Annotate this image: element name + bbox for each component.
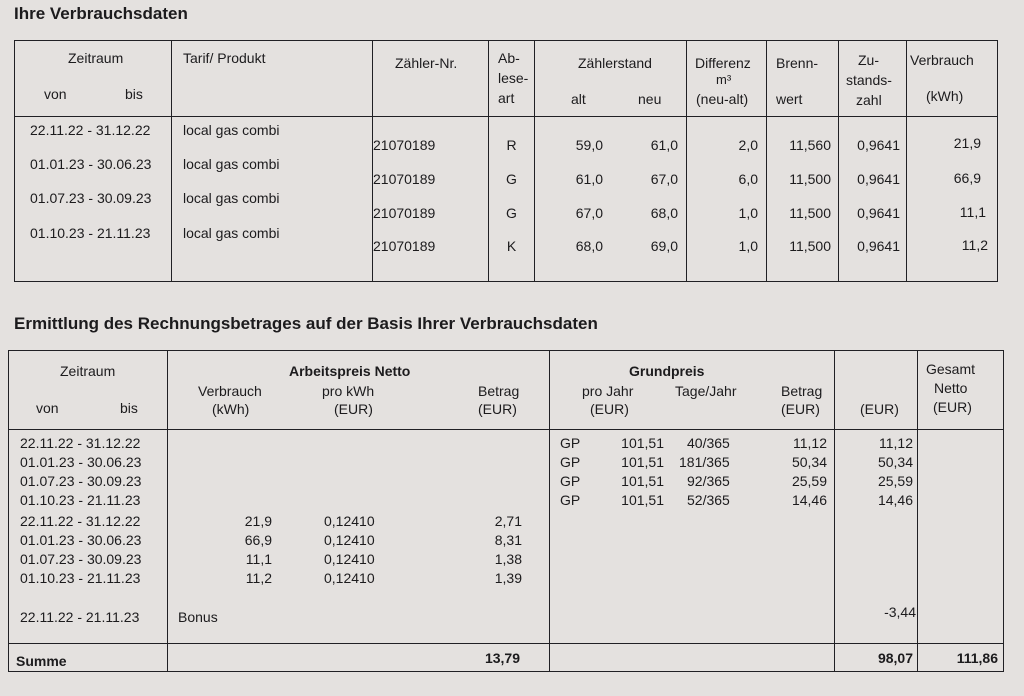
cell-differenz: 1,0 xyxy=(738,205,758,221)
header-pro-kwh-unit: (EUR) xyxy=(334,401,373,417)
cell-tage: 40/365 xyxy=(687,435,730,451)
cell-betrag: 1,38 xyxy=(494,551,522,567)
cell-pro-jahr: 101,51 xyxy=(621,435,664,451)
column-divider xyxy=(906,40,907,282)
header-verbrauch: Verbrauch xyxy=(198,383,262,399)
cell-ableseart: G xyxy=(506,171,517,187)
column-divider xyxy=(917,350,918,672)
cell-differenz: 1,0 xyxy=(738,238,758,254)
cell-zeitraum: 01.07.23 - 30.09.23 xyxy=(30,190,152,206)
cell-eur: 50,34 xyxy=(877,454,913,470)
header-tarif: Tarif/ Produkt xyxy=(183,50,266,66)
cell-pro-jahr: 101,51 xyxy=(621,492,664,508)
column-divider xyxy=(766,40,767,282)
header-von: von xyxy=(44,86,67,102)
cell-tarif: local gas combi xyxy=(183,225,280,241)
header-pro-jahr: pro Jahr xyxy=(582,383,634,399)
header-differenz: Differenz xyxy=(695,55,751,71)
section-title-verbrauchsdaten: Ihre Verbrauchsdaten xyxy=(14,4,188,23)
cell-betrag: 8,31 xyxy=(494,532,522,548)
bonus-label: Bonus xyxy=(178,609,218,625)
cell-ableseart: R xyxy=(506,137,517,153)
cell-betrag: 50,34 xyxy=(791,454,827,470)
header-zaehlerstand: Zählerstand xyxy=(578,55,652,71)
cell-zeitraum: 01.01.23 - 30.06.23 xyxy=(30,156,152,172)
cell-alt: 59,0 xyxy=(575,137,603,153)
cell-pro-jahr: 101,51 xyxy=(621,454,664,470)
cell-brennwert: 11,560 xyxy=(789,137,831,153)
cell-pro-kwh: 0,12410 xyxy=(324,570,375,586)
summe-eur: 98,07 xyxy=(877,650,913,666)
cell-ableseart: G xyxy=(506,205,517,221)
header-differenz-sub: (neu-alt) xyxy=(696,91,749,107)
header-arbeitspreis: Arbeitspreis Netto xyxy=(289,363,411,379)
header-tage-jahr: Tage/Jahr xyxy=(675,383,737,399)
column-divider xyxy=(838,40,839,282)
header-differenz-unit: m³ xyxy=(716,72,732,87)
header-divider xyxy=(8,429,1004,430)
section-title-rechnungsbetrag: Ermittlung des Rechnungsbetrages auf der Basis Ihrer Verbrauchsdaten xyxy=(14,314,598,333)
cell-betrag: 11,12 xyxy=(793,435,827,451)
cell-zaehler: 21070189 xyxy=(373,238,436,254)
cell-eur: 14,46 xyxy=(877,492,913,508)
cell-verbrauch: 66,9 xyxy=(953,170,981,186)
cell-alt: 68,0 xyxy=(575,238,603,254)
header-brennwert-1: Brenn- xyxy=(776,55,819,71)
cell-tarif: local gas combi xyxy=(183,156,280,172)
cell-pro-kwh: 0,12410 xyxy=(324,532,375,548)
header-zeitraum: Zeitraum xyxy=(60,363,116,379)
cell-pro-kwh: 0,12410 xyxy=(324,513,375,529)
cell-eur: 25,59 xyxy=(877,473,913,489)
header-gesamt-unit: (EUR) xyxy=(933,399,972,415)
cell-zeitraum: 01.10.23 - 21.11.23 xyxy=(20,492,141,508)
cell-zeitraum: 01.10.23 - 21.11.23 xyxy=(30,225,151,241)
column-divider xyxy=(686,40,687,282)
header-gp-betrag-unit: (EUR) xyxy=(781,401,820,417)
cell-tage: 92/365 xyxy=(687,473,730,489)
cell-pro-kwh: 0,12410 xyxy=(324,551,375,567)
header-pro-jahr-unit: (EUR) xyxy=(590,401,629,417)
cell-zeitraum: 22.11.22 - 31.12.22 xyxy=(20,513,141,529)
header-alt: alt xyxy=(571,91,586,107)
summe-gesamt: 111,86 xyxy=(956,650,998,666)
cell-zaehler: 21070189 xyxy=(373,171,436,187)
header-ableseart-1: Ab- xyxy=(498,50,520,66)
header-ableseart-3: art xyxy=(498,90,515,106)
cell-betrag: 1,39 xyxy=(494,570,522,586)
header-ableseart-2: lese- xyxy=(498,70,529,86)
cell-zeitraum: 01.01.23 - 30.06.23 xyxy=(20,454,142,470)
header-gp-betrag: Betrag xyxy=(781,383,823,399)
cell-alt: 67,0 xyxy=(575,205,603,221)
cell-tarif: local gas combi xyxy=(183,190,280,206)
header-bis: bis xyxy=(120,400,138,416)
cell-neu: 61,0 xyxy=(650,137,678,153)
cell-verbrauch: 21,9 xyxy=(244,513,272,529)
cell-eur: 11,12 xyxy=(879,435,913,451)
cell-zustandszahl: 0,9641 xyxy=(857,205,900,221)
cell-zaehler: 21070189 xyxy=(373,137,436,153)
summe-label: Summe xyxy=(16,653,67,669)
cell-gp: GP xyxy=(560,454,581,470)
header-verbrauch-unit: (kWh) xyxy=(926,88,964,104)
cell-zeitraum: 01.07.23 - 30.09.23 xyxy=(20,473,142,489)
cell-zaehler: 21070189 xyxy=(373,205,436,221)
cell-brennwert: 11,500 xyxy=(789,205,831,221)
cell-verbrauch: 11,2 xyxy=(245,570,272,586)
column-divider xyxy=(167,350,168,672)
cell-zeitraum: 01.01.23 - 30.06.23 xyxy=(20,532,142,548)
header-von: von xyxy=(36,400,59,416)
cell-gp: GP xyxy=(560,473,581,489)
cell-betrag: 14,46 xyxy=(791,492,827,508)
cell-zustandszahl: 0,9641 xyxy=(857,238,900,254)
cell-verbrauch: 11,1 xyxy=(959,204,986,220)
summe-divider xyxy=(8,643,1004,644)
cell-differenz: 6,0 xyxy=(738,171,758,187)
column-divider xyxy=(549,350,550,672)
header-neu: neu xyxy=(638,91,662,107)
header-divider xyxy=(14,116,998,117)
cell-ableseart: K xyxy=(506,238,517,254)
cell-betrag: 2,71 xyxy=(494,513,522,529)
column-divider xyxy=(534,40,535,282)
header-pro-kwh: pro kWh xyxy=(322,383,375,399)
cell-betrag: 25,59 xyxy=(791,473,827,489)
cell-brennwert: 11,500 xyxy=(789,238,831,254)
header-zustandszahl-3: zahl xyxy=(856,92,882,108)
header-betrag-unit: (EUR) xyxy=(478,401,517,417)
cell-brennwert: 11,500 xyxy=(789,171,831,187)
cell-neu: 69,0 xyxy=(650,238,678,254)
column-divider xyxy=(834,350,835,672)
header-zustandszahl-2: stands- xyxy=(846,72,892,88)
cell-pro-jahr: 101,51 xyxy=(621,473,664,489)
header-brennwert-2: wert xyxy=(776,91,803,107)
header-zeitraum: Zeitraum xyxy=(68,50,124,66)
cell-zustandszahl: 0,9641 xyxy=(857,171,900,187)
header-eur: (EUR) xyxy=(860,401,899,417)
cell-zeitraum: 22.11.22 - 21.11.23 xyxy=(20,609,140,625)
header-bis: bis xyxy=(125,86,143,102)
cell-verbrauch: 21,9 xyxy=(953,135,981,151)
cell-neu: 68,0 xyxy=(650,205,678,221)
cell-tage: 181/365 xyxy=(679,454,730,470)
column-divider xyxy=(171,40,172,282)
bonus-value: -3,44 xyxy=(884,604,916,620)
cell-neu: 67,0 xyxy=(650,171,678,187)
header-zustandszahl-1: Zu- xyxy=(858,52,879,68)
header-gesamt: Gesamt xyxy=(926,361,976,377)
header-betrag: Betrag xyxy=(478,383,520,399)
cell-zeitraum: 22.11.22 - 31.12.22 xyxy=(30,122,151,138)
header-verbrauch: Verbrauch xyxy=(910,52,974,68)
cell-verbrauch: 66,9 xyxy=(244,532,272,548)
cell-verbrauch: 11,2 xyxy=(961,237,988,253)
header-grundpreis: Grundpreis xyxy=(629,363,705,379)
summe-arbeitspreis: 13,79 xyxy=(484,650,520,666)
cell-gp: GP xyxy=(560,492,581,508)
cell-zeitraum: 01.10.23 - 21.11.23 xyxy=(20,570,141,586)
cell-differenz: 2,0 xyxy=(738,137,758,153)
header-netto: Netto xyxy=(934,380,968,396)
header-zaehler-nr: Zähler-Nr. xyxy=(395,55,458,71)
header-verbrauch-unit: (kWh) xyxy=(212,401,250,417)
cell-tage: 52/365 xyxy=(687,492,730,508)
cell-zeitraum: 01.07.23 - 30.09.23 xyxy=(20,551,142,567)
cell-gp: GP xyxy=(560,435,581,451)
cell-tarif: local gas combi xyxy=(183,122,280,138)
cell-zeitraum: 22.11.22 - 31.12.22 xyxy=(20,435,141,451)
cell-alt: 61,0 xyxy=(575,171,603,187)
cell-verbrauch: 11,1 xyxy=(245,551,272,567)
cell-zustandszahl: 0,9641 xyxy=(857,137,900,153)
